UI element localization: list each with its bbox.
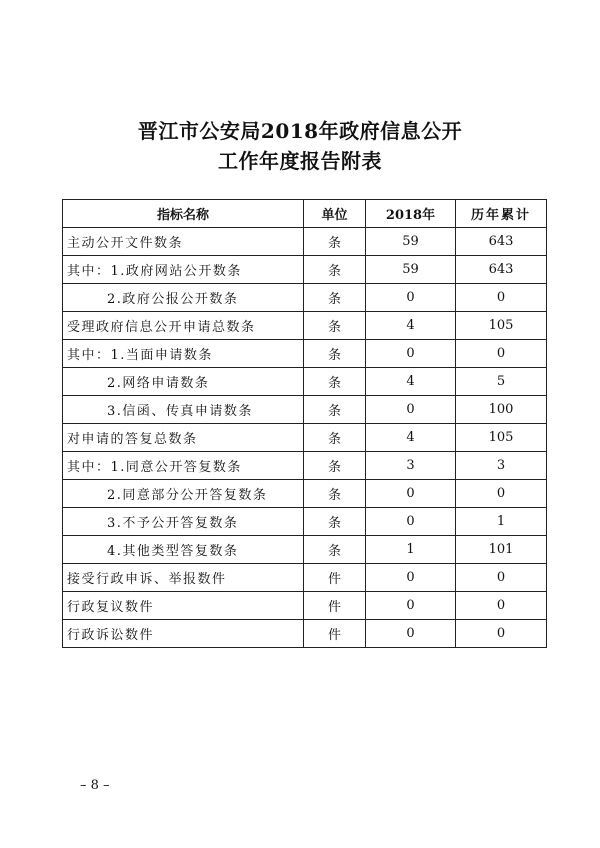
value-2018-cell: 0 xyxy=(366,564,456,592)
unit-cell: 件 xyxy=(304,564,366,592)
table-row xyxy=(63,452,547,480)
cumulative-cell: 1 xyxy=(456,508,547,536)
unit-cell: 条 xyxy=(304,452,366,480)
indicator-name: 2.同意部分公开答复数条 xyxy=(107,488,268,503)
value-2018-cell: 59 xyxy=(366,228,456,256)
cumulative-cell: 101 xyxy=(456,536,547,564)
cumulative-cell: 0 xyxy=(456,284,547,312)
indicator-name-cell xyxy=(63,368,304,396)
cumulative-cell: 0 xyxy=(456,564,547,592)
statistics-table xyxy=(62,199,547,648)
value-2018-cell: 0 xyxy=(366,620,456,648)
value-2018-cell: 3 xyxy=(366,452,456,480)
table-row xyxy=(63,396,547,424)
table-row xyxy=(63,536,547,564)
value-2018-cell: 0 xyxy=(366,340,456,368)
value-2018-cell: 1 xyxy=(366,536,456,564)
indicator-name: 其中：1.当面申请数条 xyxy=(67,348,213,363)
value-2018-cell: 59 xyxy=(366,256,456,284)
indicator-name: 行政复议数件 xyxy=(67,600,155,615)
cumulative-cell: 0 xyxy=(456,480,547,508)
cumulative-cell: 0 xyxy=(456,340,547,368)
indicator-name: 其中：1.政府网站公开数条 xyxy=(67,264,242,279)
indicator-name: 行政诉讼数件 xyxy=(67,628,155,643)
indicator-name-cell xyxy=(63,424,304,452)
table-row xyxy=(63,592,547,620)
indicator-name: 对申请的答复总数条 xyxy=(67,432,198,447)
table-row xyxy=(63,256,547,284)
page-number: – 8 – xyxy=(80,778,110,793)
indicator-name-cell xyxy=(63,592,304,620)
unit-cell: 件 xyxy=(304,620,366,648)
table-row xyxy=(63,564,547,592)
table-header-row xyxy=(63,200,547,228)
unit-cell: 条 xyxy=(304,396,366,424)
cumulative-cell: 3 xyxy=(456,452,547,480)
unit-cell: 条 xyxy=(304,368,366,396)
unit-cell: 条 xyxy=(304,312,366,340)
cumulative-cell: 5 xyxy=(456,368,547,396)
unit-cell: 条 xyxy=(304,340,366,368)
cumulative-cell: 0 xyxy=(456,620,547,648)
table-row xyxy=(63,424,547,452)
unit-cell: 条 xyxy=(304,228,366,256)
table-row xyxy=(63,508,547,536)
indicator-name-cell xyxy=(63,480,304,508)
value-2018-cell: 4 xyxy=(366,424,456,452)
value-2018-cell: 0 xyxy=(366,592,456,620)
cumulative-cell: 105 xyxy=(456,424,547,452)
report-title-line-1: 晋江市公安局2018年政府信息公开 xyxy=(137,119,463,143)
indicator-name-cell xyxy=(63,340,304,368)
indicator-name: 其中：1.同意公开答复数条 xyxy=(67,460,242,475)
indicator-name-cell xyxy=(63,620,304,648)
header-2018: 2018年 xyxy=(366,200,456,228)
unit-cell: 条 xyxy=(304,424,366,452)
indicator-name: 3.不予公开答复数条 xyxy=(107,516,239,531)
header-indicator-name: 指标名称 xyxy=(63,200,304,228)
unit-cell: 条 xyxy=(304,284,366,312)
indicator-name-cell xyxy=(63,452,304,480)
cumulative-cell: 105 xyxy=(456,312,547,340)
indicator-name: 2.政府公报公开数条 xyxy=(107,292,239,307)
table-row xyxy=(63,228,547,256)
indicator-name-cell xyxy=(63,228,304,256)
cumulative-cell: 100 xyxy=(456,396,547,424)
unit-cell: 条 xyxy=(304,256,366,284)
report-title-line-2: 工作年度报告附表 xyxy=(218,149,382,173)
indicator-name: 2.网络申请数条 xyxy=(107,376,210,391)
value-2018-cell: 0 xyxy=(366,508,456,536)
indicator-name-cell xyxy=(63,508,304,536)
indicator-name: 3.信函、传真申请数条 xyxy=(107,404,253,419)
unit-cell: 条 xyxy=(304,508,366,536)
table-row xyxy=(63,480,547,508)
value-2018-cell: 0 xyxy=(366,284,456,312)
value-2018-cell: 0 xyxy=(366,396,456,424)
indicator-name: 接受行政申诉、举报数件 xyxy=(67,572,227,587)
unit-cell: 条 xyxy=(304,480,366,508)
cumulative-cell: 643 xyxy=(456,228,547,256)
table-row xyxy=(63,340,547,368)
indicator-name-cell xyxy=(63,396,304,424)
indicator-name-cell xyxy=(63,256,304,284)
unit-cell: 件 xyxy=(304,592,366,620)
indicator-name-cell xyxy=(63,564,304,592)
indicator-name: 主动公开文件数条 xyxy=(67,236,184,251)
table-row xyxy=(63,284,547,312)
indicator-name: 受理政府信息公开申请总数条 xyxy=(67,320,256,335)
value-2018-cell: 4 xyxy=(366,312,456,340)
indicator-name-cell xyxy=(63,536,304,564)
table-row xyxy=(63,312,547,340)
header-cumulative: 历年累计 xyxy=(456,200,547,228)
unit-cell: 条 xyxy=(304,536,366,564)
indicator-name-cell xyxy=(63,284,304,312)
value-2018-cell: 0 xyxy=(366,480,456,508)
indicator-name: 4.其他类型答复数条 xyxy=(107,544,239,559)
table-row xyxy=(63,620,547,648)
indicator-name-cell xyxy=(63,312,304,340)
cumulative-cell: 643 xyxy=(456,256,547,284)
table-row xyxy=(63,368,547,396)
value-2018-cell: 4 xyxy=(366,368,456,396)
header-unit: 单位 xyxy=(304,200,366,228)
cumulative-cell: 0 xyxy=(456,592,547,620)
